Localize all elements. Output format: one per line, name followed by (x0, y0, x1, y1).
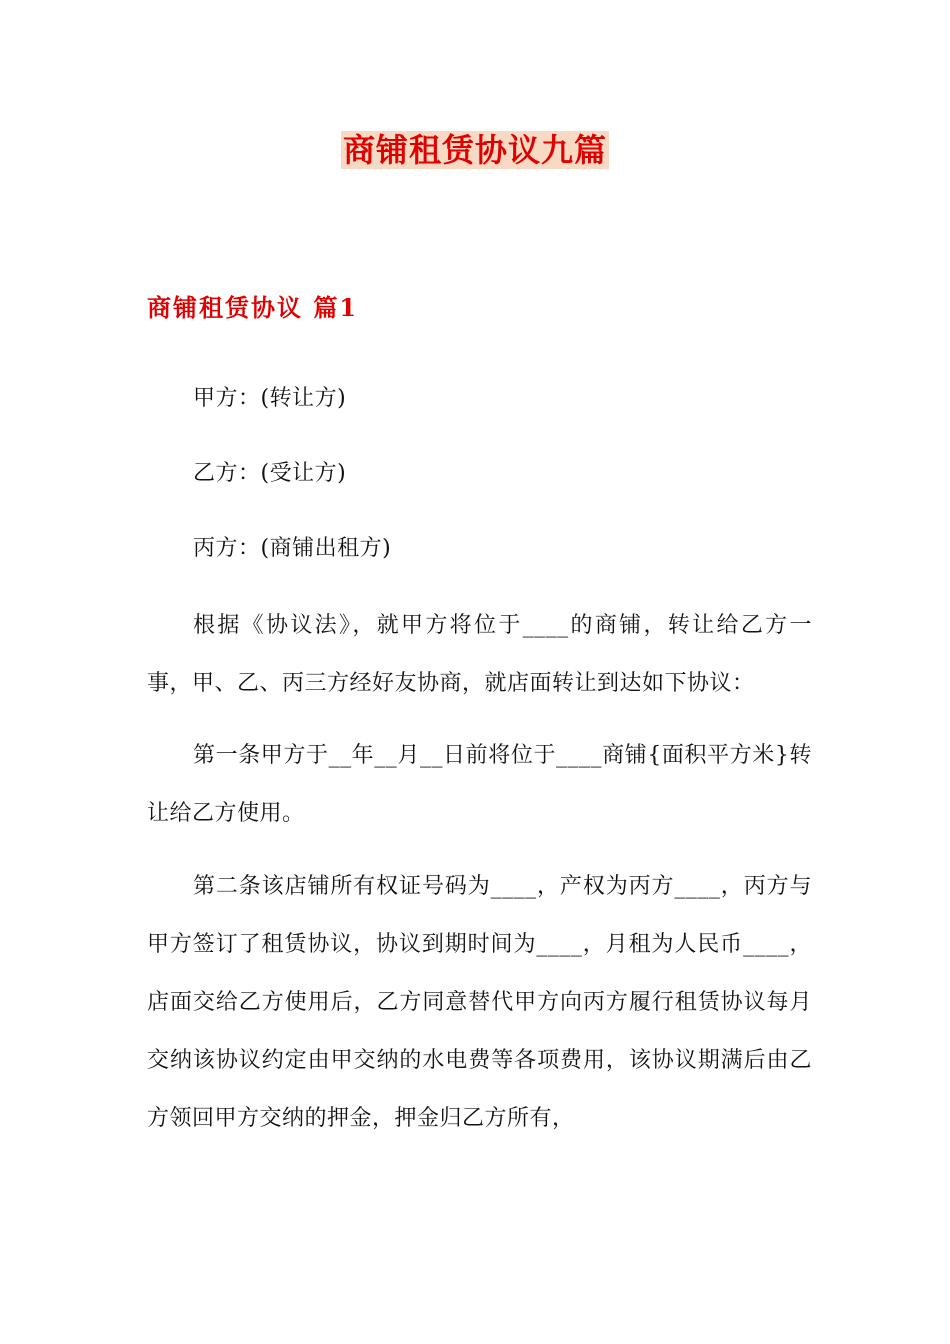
paragraph-party-c: 丙方：(商铺出租方) (193, 536, 392, 561)
document-title-text: 商铺租赁协议九篇 (342, 131, 607, 169)
paragraph-article-1: 第一条甲方于__年__月__日前将位于____商铺{面积平方米}转让给乙方使用。 (147, 743, 812, 826)
paragraph-party-a: 甲方：(转让方) (193, 386, 347, 411)
paragraph-party-b: 乙方：(受让方) (193, 461, 347, 486)
section-heading: 商铺租赁协议 篇1 (147, 293, 359, 322)
paragraph-preamble: 根据《协议法》，就甲方将位于____的商铺，转让给乙方一事，甲、乙、丙三方经好友协商，就店面转让到达如下协议： (147, 613, 812, 696)
document-title (0, 128, 950, 172)
paragraph-article-2: 第二条该店铺所有权证号码为____，产权为丙方____，丙方与甲方签订了租赁协议，协议到期时间为____，月租为人民币____，店面交给乙方使用后，乙方同意替代甲方向丙方履行租赁协议每月交纳该协议约定由甲交纳的水电费等各项费用，该协议期满后由乙方领回甲方交纳的押金，押金归乙方所有， (147, 874, 812, 1131)
